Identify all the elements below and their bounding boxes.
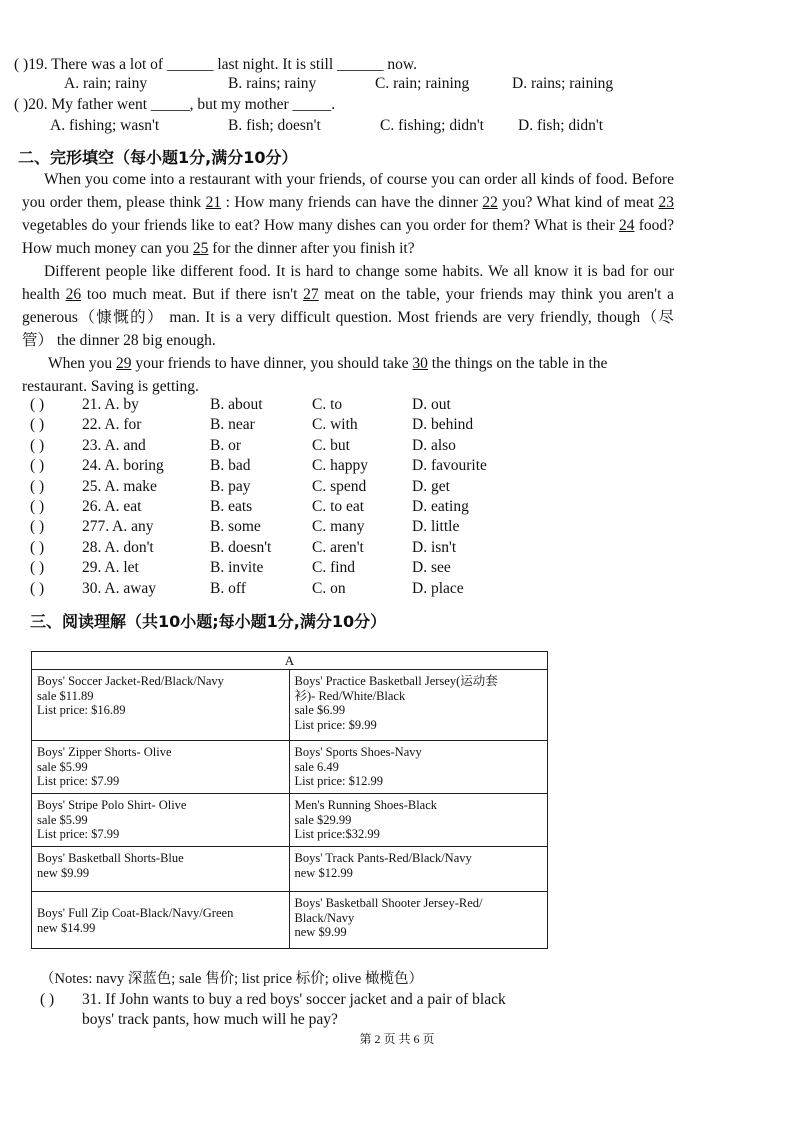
cloze-q28-option-d: D. isn't bbox=[412, 538, 457, 556]
cloze-q29-question-option-a: 29. A. let bbox=[82, 559, 139, 577]
cloze-q23-option-c: C. but bbox=[312, 436, 350, 454]
table-row bbox=[32, 847, 547, 892]
section-3-title: 三、阅读理解（共10小题;每小题1分,满分10分） bbox=[30, 612, 387, 631]
cloze-q28-answer-paren: ( ) bbox=[30, 538, 45, 556]
product-line: List price: $16.89 bbox=[37, 703, 126, 717]
cloze-q25-option-b: B. pay bbox=[210, 477, 251, 495]
cloze-q26-option-c: C. to eat bbox=[312, 498, 365, 515]
cloze-q28-question-option-a: 28. A. don't bbox=[82, 538, 154, 556]
product-cell-left bbox=[32, 741, 290, 793]
blank-21: 21 bbox=[205, 194, 222, 211]
product-line: List price:$32.99 bbox=[294, 827, 380, 841]
blank-26: 26 bbox=[65, 286, 82, 303]
blank-25: 25 bbox=[192, 240, 209, 257]
table-row bbox=[32, 741, 547, 794]
cloze-q25-option-c: C. spend bbox=[312, 477, 367, 495]
cloze-q23-option-d: D. also bbox=[412, 436, 456, 454]
cloze-q24-option-c: C. happy bbox=[312, 457, 368, 475]
q20-option-a: A. fishing; wasn't bbox=[50, 117, 160, 134]
cloze-q30-question-option-a: 30. A. away bbox=[82, 579, 157, 597]
q20-option-d: D. fish; didn't bbox=[518, 117, 604, 134]
product-cell-left bbox=[32, 847, 290, 891]
q31-paren: ( ) bbox=[40, 991, 55, 1008]
table-body bbox=[32, 670, 547, 948]
section-2-title: 二、完形填空（每小题1分,满分10分） bbox=[18, 148, 298, 167]
product-line: Boys' Basketball Shooter Jersey-Red/ bbox=[294, 896, 483, 910]
cloze-q22-question-option-a: 22. A. for bbox=[82, 416, 142, 434]
cloze-q26-question-option-a: 26. A. eat bbox=[82, 498, 142, 515]
table-row bbox=[32, 892, 547, 948]
product-cell-left bbox=[32, 794, 290, 846]
product-line: Boys' Full Zip Coat-Black/Navy/Green bbox=[37, 906, 234, 920]
product-line: Boys' Practice Basketball Jersey(运动套 bbox=[294, 674, 498, 688]
product-line: Boys' Track Pants-Red/Black/Navy bbox=[294, 851, 472, 865]
product-line: sale 6.49 bbox=[294, 759, 339, 774]
product-line: sale $6.99 bbox=[294, 703, 346, 717]
product-cell-right bbox=[290, 670, 548, 740]
cloze-q27-option-b: B. some bbox=[210, 518, 261, 536]
product-line: new $9.99 bbox=[294, 925, 347, 939]
blank-23: 23 bbox=[658, 194, 674, 211]
cloze-q30-option-d: D. place bbox=[412, 579, 464, 597]
product-line: Boys' Basketball Shorts-Blue bbox=[37, 851, 184, 865]
cloze-q27-question-option-a: 277. A. any bbox=[82, 518, 154, 536]
cloze-q23-option-b: B. or bbox=[210, 436, 241, 454]
cloze-q24-answer-paren: ( ) bbox=[30, 457, 45, 475]
cloze-q25-option-d: D. get bbox=[412, 477, 450, 495]
cloze-q28-option-b: B. doesn't bbox=[210, 538, 272, 556]
product-cell-left bbox=[32, 670, 290, 740]
product-line: sale $29.99 bbox=[294, 812, 352, 827]
product-cell-left bbox=[32, 892, 290, 948]
cloze-q25-question-option-a: 25. A. make bbox=[82, 477, 157, 495]
product-cell-right bbox=[290, 892, 548, 948]
cloze-q28-option-c: C. aren't bbox=[312, 538, 364, 556]
cloze-q29-option-c: C. find bbox=[312, 559, 356, 577]
cloze-q26-answer-paren: ( ) bbox=[30, 498, 45, 515]
blank-24: 24 bbox=[619, 217, 635, 234]
cloze-q23-question-option-a: 23. A. and bbox=[82, 436, 146, 454]
product-cell-right bbox=[290, 741, 548, 793]
product-line: Black/Navy bbox=[294, 910, 355, 925]
q20-stem: ( )20. My father went _____, but my mother _____. bbox=[14, 96, 336, 113]
cloze-q25-answer-paren: ( ) bbox=[30, 477, 45, 495]
q19-stem: ( )19. There was a lot of ______ last night. It is still ______ now. bbox=[14, 56, 417, 73]
cloze-q26-option-d: D. eating bbox=[412, 498, 469, 515]
q31-stem-line2: boys' track pants, how much will he pay? bbox=[82, 1011, 338, 1028]
product-line: sale $5.99 bbox=[37, 812, 88, 827]
cloze-paragraph-2: Different people like different food. It is hard to change some habits. We all know it is bad for our health 26 too much meat. But if there isn't 27 meat on the table, your friends may think you aren't a generous（慷慨的） man. It is a very difficult question. Most friends are very friendly, though（尽管） the dinner 28 big enough. bbox=[22, 263, 674, 349]
q19-option-a: A. rain; rainy bbox=[64, 75, 148, 92]
cloze-paragraph-3: When you 29 your friends to have dinner, you should take 30 the things on the table in the restaurant. Saving is getting. bbox=[22, 355, 608, 395]
blank-30: 30 bbox=[412, 355, 428, 372]
product-line: Boys' Stripe Polo Shirt- Olive bbox=[37, 798, 187, 812]
q20-option-b: B. fish; doesn't bbox=[228, 117, 321, 134]
table-row bbox=[32, 670, 547, 741]
product-line: List price: $12.99 bbox=[294, 774, 384, 788]
product-line: List price: $9.99 bbox=[294, 717, 377, 732]
cloze-q23-answer-paren: ( ) bbox=[30, 436, 45, 454]
product-line: List price: $7.99 bbox=[37, 774, 120, 788]
product-line: new $12.99 bbox=[294, 865, 353, 880]
product-cell-right bbox=[290, 794, 548, 846]
table-row bbox=[32, 794, 547, 847]
product-line: sale $5.99 bbox=[37, 759, 88, 774]
cloze-q29-option-b: B. invite bbox=[210, 559, 264, 577]
product-table bbox=[31, 651, 548, 949]
cloze-q21-question-option-a: 21. A. by bbox=[82, 396, 139, 413]
cloze-q30-option-c: C. on bbox=[312, 579, 346, 597]
product-line: List price: $7.99 bbox=[37, 827, 120, 841]
cloze-q21-option-c: C. to bbox=[312, 396, 343, 413]
cloze-q24-question-option-a: 24. A. boring bbox=[82, 457, 164, 475]
cloze-q24-option-d: D. favourite bbox=[412, 457, 487, 475]
table-header: A bbox=[32, 652, 547, 670]
cloze-q27-answer-paren: ( ) bbox=[30, 518, 45, 536]
blank-22: 22 bbox=[482, 194, 498, 211]
product-line: new $14.99 bbox=[37, 920, 96, 935]
cloze-paragraph-1: When you come into a restaurant with your friends, of course you can order all kinds of food. Before you order them, please think 21 : How many friends can have the dinner 22 you? What kind of meat 23 vegetables do your friends like to eat? How many dishes can you order for them? What is their 24 food? How much money can you 25 for the dinner after you finish it? bbox=[22, 171, 674, 257]
cloze-q22-option-c: C. with bbox=[312, 416, 358, 434]
cloze-q21-answer-paren: ( ) bbox=[30, 396, 45, 413]
blank-29: 29 bbox=[116, 355, 132, 372]
cloze-q22-option-d: D. behind bbox=[412, 416, 474, 434]
q20-option-c: C. fishing; didn't bbox=[380, 117, 484, 134]
product-line: new $9.99 bbox=[37, 865, 90, 880]
cloze-q30-answer-paren: ( ) bbox=[30, 579, 45, 597]
cloze-q24-option-b: B. bad bbox=[210, 457, 251, 475]
cloze-q22-answer-paren: ( ) bbox=[30, 416, 45, 434]
q19-option-b: B. rains; rainy bbox=[228, 75, 317, 92]
cloze-q27-option-d: D. little bbox=[412, 518, 460, 536]
blank-27: 27 bbox=[303, 286, 319, 303]
q19-option-d: D. rains; raining bbox=[512, 75, 614, 92]
product-cell-right bbox=[290, 847, 548, 891]
cloze-q21-option-d: D. out bbox=[412, 396, 451, 413]
product-line: sale $11.89 bbox=[37, 688, 94, 703]
cloze-q30-option-b: B. off bbox=[210, 579, 246, 597]
cloze-q22-option-b: B. near bbox=[210, 416, 255, 434]
cloze-q26-option-b: B. eats bbox=[210, 498, 253, 515]
product-line: 衫)- Red/White/Black bbox=[294, 688, 406, 703]
product-line: Men's Running Shoes-Black bbox=[294, 798, 438, 812]
cloze-q29-option-d: D. see bbox=[412, 559, 451, 577]
product-line: Boys' Sports Shoes-Navy bbox=[294, 745, 422, 759]
product-line: Boys' Soccer Jacket-Red/Black/Navy bbox=[37, 674, 224, 688]
vocabulary-notes: （Notes: navy 深蓝色; sale 售价; list price 标价; olive 橄榄色） bbox=[40, 971, 423, 987]
cloze-q27-option-c: C. many bbox=[312, 518, 365, 536]
cloze-q21-option-b: B. about bbox=[210, 396, 263, 413]
cloze-q29-answer-paren: ( ) bbox=[30, 559, 45, 577]
page-footer: 第 2 页 共 6 页 bbox=[359, 1032, 435, 1046]
q19-option-c: C. rain; raining bbox=[375, 75, 470, 92]
q31-stem-line1: 31. If John wants to buy a red boys' soccer jacket and a pair of black bbox=[82, 991, 506, 1008]
product-line: Boys' Zipper Shorts- Olive bbox=[37, 745, 172, 759]
